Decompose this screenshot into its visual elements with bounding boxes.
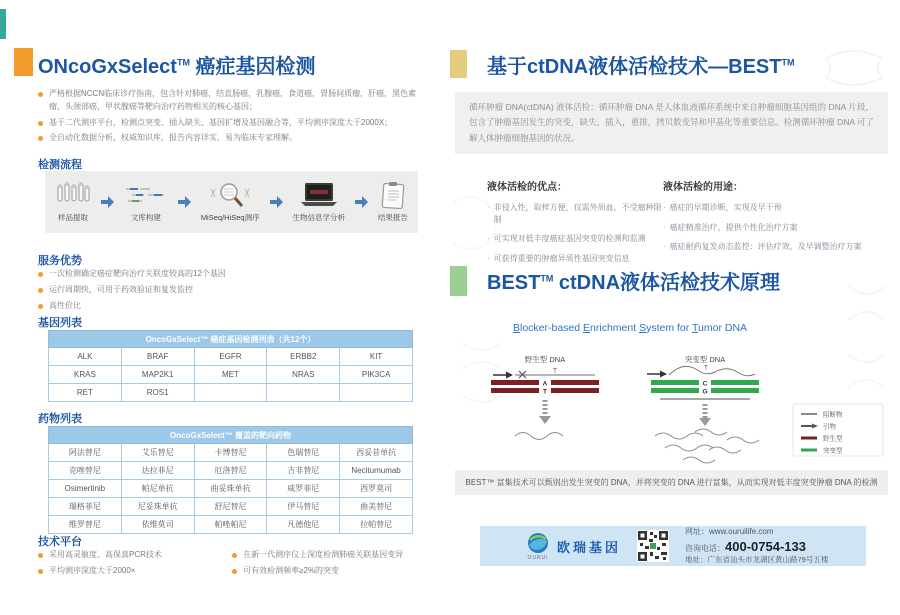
drug-cell: 曲妥珠单抗	[194, 480, 267, 498]
arrow-right-icon	[178, 196, 191, 208]
bullet-dot-icon: ·	[487, 234, 490, 244]
gene-table-header: OncoGxSelect™ 癌症基因检测列表（共12个）	[49, 331, 413, 348]
subtitle-part: umor DNA	[698, 322, 748, 334]
drug-table	[48, 426, 413, 534]
gene-cell: KIT	[340, 348, 413, 366]
bullet-text: 一次检测确定癌症靶向治疗关联度较高的12个基因	[49, 269, 226, 278]
list-item	[38, 268, 420, 281]
table-row	[49, 516, 413, 534]
brand-globe-wrap	[526, 531, 550, 561]
drug-cell: 达拉菲尼	[121, 462, 194, 480]
dotted-down-arrow-icon	[539, 400, 551, 424]
mutant-base-top: C	[702, 380, 708, 388]
website-value: www.ouruilife.com	[709, 526, 774, 536]
step-label: 样品提取	[58, 213, 88, 222]
bullet-dot-icon	[38, 272, 43, 277]
legend-label: 引物	[823, 423, 836, 431]
drug-cell: 依维莫司	[121, 516, 194, 534]
list-item	[487, 202, 665, 225]
drug-cell: 维罗替尼	[49, 516, 122, 534]
brand-zh-text: 欧瑞基因	[557, 539, 622, 555]
drug-cell: 吉非替尼	[267, 462, 340, 480]
ctdna-intro-box	[455, 92, 888, 154]
process-step	[55, 181, 91, 223]
bullet-dot-icon	[38, 288, 43, 293]
bullet-text: 癌症精准治疗，提供个性化治疗方案	[669, 222, 798, 232]
bullet-text: 基于二代测序平台，检测点突变、插入缺失、基因扩增及基因融合等，平均测序深度大于2000X；	[49, 117, 393, 127]
bullet-text: 非侵入性，取样方便，仅需外周血，不受瘤种限制	[493, 203, 662, 224]
address-value: 广东省汕头市龙湖区黄山路79号五楼	[707, 555, 829, 565]
arrow-right-icon	[101, 196, 114, 208]
bullet-dot-icon	[38, 92, 43, 97]
right-title-tm: TM	[781, 57, 795, 68]
legend-label: 阻断物	[823, 411, 843, 419]
table-row	[49, 462, 413, 480]
bullet-dot-icon	[38, 569, 43, 574]
section-heading-platform: 技术平台	[38, 536, 82, 548]
right-page-title	[487, 50, 794, 79]
bullet-text: 平均测序深度大于2000×	[49, 565, 136, 575]
bullet-dot-icon	[38, 121, 43, 126]
list-item	[663, 202, 873, 214]
list-item	[232, 549, 420, 562]
subtitle-part: B	[512, 322, 520, 334]
table-row	[49, 480, 413, 498]
wild-base-bottom: T	[543, 388, 547, 396]
bullet-dot-icon: ·	[663, 203, 666, 212]
gene-cell	[194, 384, 267, 402]
gene-cell	[340, 384, 413, 402]
bullet-text: 癌症的早期诊断，实现及早干预	[669, 203, 782, 212]
website-line	[685, 527, 828, 538]
legend-label: 野生型	[823, 435, 843, 443]
bullet-dot-icon: ·	[487, 203, 490, 212]
intro-bullet-list	[38, 88, 420, 148]
bullet-text: 在新一代测序仪上深度检测肺癌关联基因变异	[243, 550, 404, 559]
process-step	[201, 181, 260, 223]
displaced-blocker-wave-icon	[669, 366, 755, 375]
drug-cell: Necitumumab	[340, 462, 413, 480]
gene-cell	[267, 384, 340, 402]
bullet-text: 采用高灵敏度、高保真PCR技术	[49, 550, 162, 559]
bullet-dot-icon: ·	[663, 242, 666, 252]
table-row	[49, 348, 413, 366]
table-row	[49, 498, 413, 516]
gene-cell: BRAF	[121, 348, 194, 366]
bullet-text: 可有效检测频率≥2%的突变	[243, 565, 340, 575]
subtitle-part: nrichment	[590, 322, 640, 334]
left-title-brand: ONcoGxSelect	[38, 56, 177, 78]
bullet-dot-icon	[38, 553, 43, 558]
wild-base-top: A	[542, 380, 548, 388]
gene-table	[48, 330, 413, 402]
section-heading-drugs: 药物列表	[38, 413, 82, 425]
bullet-text: 严格根据NCCN临床诊疗指南，包含针对肺癌，结直肠癌，乳腺癌，食道癌，胃肠间质瘤，肝癌，黑色素瘤，头颈部癌，甲状腺癌等靶向治疗药物相关的核心基因；	[49, 89, 417, 111]
left-title-tm: TM	[176, 57, 190, 68]
drug-cell: 舒尼替尼	[194, 498, 267, 516]
bullet-text: 可实现对低丰度癌症基因突变的检测和监测	[493, 234, 646, 244]
gene-cell: ROS1	[121, 384, 194, 402]
arrow-right-icon	[355, 196, 368, 208]
step-label: 结果报告	[377, 213, 408, 222]
process-flow	[45, 171, 418, 233]
drug-cell: 威罗菲尼	[267, 480, 340, 498]
magnifier-dna-icon	[209, 181, 251, 209]
gene-cell: KRAS	[49, 366, 122, 384]
primer-arrowhead-icon	[660, 371, 667, 378]
product-wave-icon	[515, 433, 563, 440]
list-item	[487, 233, 665, 245]
footer-bar	[480, 526, 866, 566]
principle-title-accent	[450, 266, 467, 296]
section-heading-genes: 基因列表	[38, 317, 82, 329]
bullet-dot-icon: ·	[663, 222, 666, 232]
subtitle-part: ystem for	[646, 322, 692, 334]
bullet-text: 可获得重要的肿瘤异质性基因突变信息	[493, 253, 630, 263]
mutant-site-base: T	[704, 365, 708, 372]
drug-cell: 瑞格菲尼	[49, 498, 122, 516]
ctdna-intro-text: 循环肿瘤 DNA(ctDNA) 液体活检：循环肿瘤 DNA 是人体血液循环系统中来自肿瘤细胞基因组的 DNA 片段，包含了肿瘤基因发生的突变，缺失，插入，重排，拷贝数变异和甲基化等重要信息。检测循环肿瘤 DNA 可了解人体肿瘤细胞基因的状况。	[469, 102, 874, 143]
gene-cell: EGFR	[194, 348, 267, 366]
table-row	[49, 444, 413, 462]
left-title-suffix: 癌症基因检测	[189, 56, 316, 78]
report-clipboard-icon	[380, 181, 406, 209]
dna-fragments-icon	[124, 181, 168, 209]
table-header-row	[49, 427, 413, 444]
diagram-legend	[793, 404, 883, 456]
subtitle-part: T	[691, 322, 699, 334]
list-item	[487, 253, 665, 265]
mutant-dna-label: 突变型 DNA	[684, 355, 726, 364]
uses-block	[663, 178, 873, 261]
process-step	[124, 181, 168, 223]
uses-heading: 液体活检的用途：	[663, 182, 743, 193]
phone-line	[685, 538, 828, 556]
gene-cell: ERBB2	[267, 348, 340, 366]
legend-label: 突变型	[823, 447, 843, 455]
bullet-dot-icon	[38, 304, 43, 309]
left-title-accent	[14, 48, 33, 76]
advantages-bullet-list	[38, 268, 420, 315]
drug-cell: Osimertinib	[49, 480, 122, 498]
drug-cell: 伊马替尼	[267, 498, 340, 516]
address-label: 地址：	[685, 555, 708, 565]
drug-cell: 克唑替尼	[49, 462, 122, 480]
list-item	[38, 117, 420, 130]
principle-title-tm: TM	[540, 273, 554, 284]
subtitle-part: S	[639, 322, 647, 334]
drug-cell: 卡博替尼	[194, 444, 267, 462]
sample-tubes-icon	[55, 181, 91, 209]
website-label: 网址：	[685, 526, 710, 536]
best-principle-diagram	[455, 348, 888, 470]
bullet-text: 全自动化数据分析，权威知识库，报告内容详实，易为临床专家理解。	[49, 133, 297, 143]
platform-col2	[232, 549, 420, 581]
contact-block	[685, 527, 828, 565]
gene-cell: ALK	[49, 348, 122, 366]
section-heading-advantages: 服务优势	[38, 255, 82, 267]
principle-title-suffix: ctDNA液体活检技术原理	[553, 272, 781, 294]
gene-cell: RET	[49, 384, 122, 402]
list-item	[663, 241, 873, 253]
table-header-row	[49, 331, 413, 348]
bullet-dot-icon	[38, 136, 43, 141]
list-item	[38, 549, 206, 562]
bullet-text: 运行周期快，可用于药效验证和复发监控	[49, 284, 193, 294]
list-item	[38, 284, 420, 297]
pros-heading: 液体活检的优点：	[487, 182, 567, 193]
list-item	[663, 222, 873, 234]
bullet-dot-icon	[232, 553, 237, 558]
right-title-accent	[450, 50, 467, 78]
left-page-title	[38, 50, 316, 79]
platform-bullets	[38, 549, 420, 581]
section-heading-process: 检测流程	[38, 159, 82, 171]
dotted-down-arrow-icon	[699, 404, 711, 426]
drug-cell: 阿法替尼	[49, 444, 122, 462]
gene-cell: MET	[194, 366, 267, 384]
drug-cell: 西罗莫司	[340, 480, 413, 498]
list-item	[38, 300, 420, 313]
table-row	[49, 366, 413, 384]
gene-cell: NRAS	[267, 366, 340, 384]
drug-cell: 凡德他尼	[267, 516, 340, 534]
bullet-dot-icon	[232, 569, 237, 574]
drug-cell: 帕尼单抗	[121, 480, 194, 498]
best-caption-box	[455, 470, 888, 495]
process-step	[293, 181, 346, 223]
list-item	[38, 565, 206, 578]
process-step	[378, 181, 408, 223]
drug-cell: 尼妥珠单抗	[121, 498, 194, 516]
best-subtitle	[455, 322, 805, 334]
right-title-prefix: 基于ctDNA液体活检技术—	[487, 56, 729, 78]
principle-title-brand: BEST	[487, 272, 541, 294]
table-row	[49, 384, 413, 402]
right-title-brand: BEST	[728, 56, 782, 78]
phone-label: 咨询电话：	[685, 543, 726, 553]
gene-cell: MAP2K1	[121, 366, 194, 384]
drug-cell: 色瑞替尼	[267, 444, 340, 462]
subtitle-part: E	[583, 322, 591, 334]
arrow-right-icon	[270, 196, 283, 208]
pros-block	[487, 178, 665, 272]
drug-cell: 曲美替尼	[340, 498, 413, 516]
wild-site-base: T	[553, 368, 557, 375]
drug-cell: 拉帕替尼	[340, 516, 413, 534]
qr-code-icon	[637, 530, 669, 562]
bullet-text: 高性价比	[49, 300, 81, 310]
principle-title	[487, 266, 780, 295]
teal-corner-tab	[0, 9, 6, 39]
drug-cell: 西妥昔单抗	[340, 444, 413, 462]
primer-arrowhead-icon	[506, 372, 513, 379]
brand-en-text: OURUI	[527, 555, 549, 561]
bullet-text: 癌症耐药复发动态监控：评估疗效，及早调整治疗方案	[669, 242, 862, 252]
wild-dna-label: 野生型 DNA	[524, 355, 566, 364]
subtitle-part: locker-based	[519, 322, 584, 334]
best-caption-text: BEST™ 富集技术可以甄别出发生突变的 DNA，并将突变的 DNA 进行富集，从而实现对低丰度突变肿瘤 DNA 的检测	[465, 478, 878, 487]
step-label: 文库构建	[130, 213, 161, 222]
drug-cell: 艾乐替尼	[121, 444, 194, 462]
amplified-products-waves-icon	[655, 429, 759, 463]
laptop-icon	[299, 181, 339, 209]
drug-cell: 帕唑帕尼	[194, 516, 267, 534]
list-item	[232, 565, 420, 578]
globe-logo-icon	[526, 531, 550, 555]
list-item	[38, 132, 420, 145]
mutant-base-bottom: G	[702, 388, 708, 396]
gene-cell: PIK3CA	[340, 366, 413, 384]
drug-table-header: OncoGxSelect™ 覆盖的靶向药物	[49, 427, 413, 444]
phone-value: 400-0754-133	[725, 538, 806, 554]
brand-logo	[526, 531, 621, 561]
list-item	[38, 88, 420, 114]
address-line	[685, 555, 828, 565]
step-label: MiSeq/HiSeq测序	[200, 213, 260, 222]
step-label: 生物信息学分析	[292, 213, 345, 222]
platform-col1	[38, 549, 206, 581]
bullet-dot-icon: ·	[487, 253, 490, 263]
drug-cell: 厄洛替尼	[194, 462, 267, 480]
